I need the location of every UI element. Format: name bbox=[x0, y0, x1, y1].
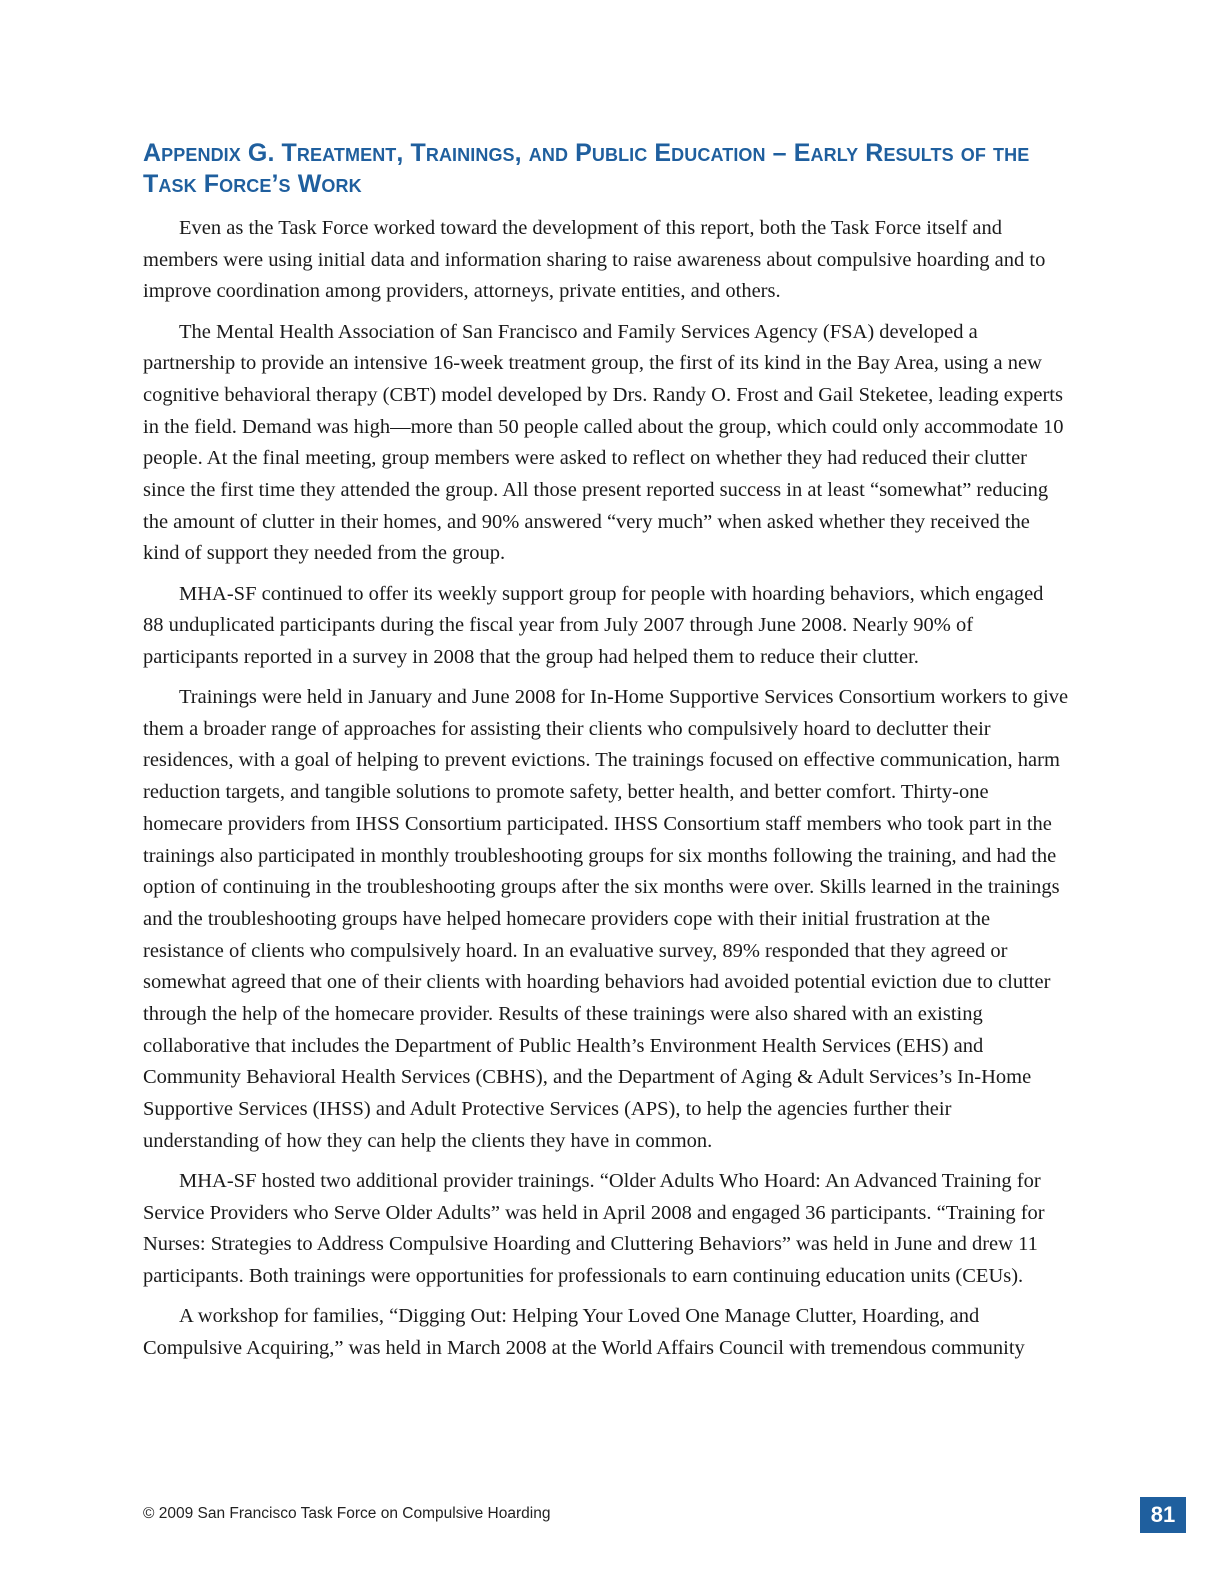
appendix-title: Appendix G. Treatment, Trainings, and Public Education – Early Results of the Task Force’s Work bbox=[143, 139, 1030, 198]
paragraph-family-workshop: A workshop for families, “Digging Out: Helping Your Loved One Manage Clutter, Hoarding, and Compulsive Acquiring,” was held in March 2008 at the World Affairs Council with tremendous community bbox=[143, 1305, 1025, 1359]
paragraph-provider-trainings: MHA-SF hosted two additional provider trainings. “Older Adults Who Hoard: An Advanced Training for Service Providers who Serve Older Adults” was held in April 2008 and engaged 36 participants. “Training for Nurses: Strategies to Address Compulsive Hoarding and Cluttering Behaviors” was held in June and drew 11 participants. Both trainings were opportunities for professionals to earn continuing education units (CEUs). bbox=[143, 1169, 1045, 1288]
footer-copyright: © 2009 San Francisco Task Force on Compulsive Hoarding bbox=[143, 1505, 551, 1522]
paragraph-intro: Even as the Task Force worked toward the development of this report, both the Task Force itself and members were using initial data and information sharing to raise awareness about compulsive hoarding and to improve coordination among providers, attorneys, private entities, and others. bbox=[143, 217, 1046, 303]
page-number-badge: 81 bbox=[1140, 1497, 1186, 1533]
body-text bbox=[143, 213, 1069, 1373]
paragraph-ihss-trainings: Trainings were held in January and June 2008 for In-Home Supportive Services Consortium workers to give them a broader range of approaches for assisting their clients who compulsively hoard to declutter their residences, with a goal of helping to prevent evictions. The trainings focused on effective communication, harm reduction targets, and tangible solutions to promote safety, better health, and better comfort. Thirty-one homecare providers from IHSS Consortium participated. IHSS Consortium staff members who took part in the trainings also participated in monthly troubleshooting groups for six months following the training, and had the option of continuing in the troubleshooting groups after the six months were over. Skills learned in the trainings and the troubleshooting groups have helped homecare providers cope with their initial frustration at the resistance of clients who compulsively hoard. In an evaluative survey, 89% responded that they agreed or somewhat agreed that one of their clients with hoarding behaviors had avoided potential eviction due to clutter through the help of the homecare provider. Results of these trainings were also shared with an existing collaborative that includes the Department of Public Health’s Environment Health Services (EHS) and Community Behavioral Health Services (CBHS), and the Department of Aging & Adult Services’s In-Home Supportive Services (IHSS) and Adult Protective Services (APS), to help the agencies further their understanding of how they can help the clients they have in common. bbox=[143, 686, 1069, 1152]
paragraph-treatment-group: The Mental Health Association of San Francisco and Family Services Agency (FSA) developed a partnership to provide an intensive 16-week treatment group, the first of its kind in the Bay Area, using a new cognitive behavioral therapy (CBT) model developed by Drs. Randy O. Frost and Gail Steketee, leading experts in the field. Demand was high—more than 50 people called about the group, which could only accommodate 10 people. At the final meeting, group members were asked to reflect on whether they had reduced their clutter since the first time they attended the group. All those present reported success in at least “somewhat” reducing the amount of clutter in their homes, and 90% answered “very much” when asked whether they received the kind of support they needed from the group. bbox=[143, 320, 1064, 565]
paragraph-support-group: MHA-SF continued to offer its weekly support group for people with hoarding behaviors, which engaged 88 unduplicated participants during the fiscal year from July 2007 through June 2008. Nearly 90% of participants reported in a survey in 2008 that the group had helped them to reduce their clutter. bbox=[143, 582, 1044, 668]
